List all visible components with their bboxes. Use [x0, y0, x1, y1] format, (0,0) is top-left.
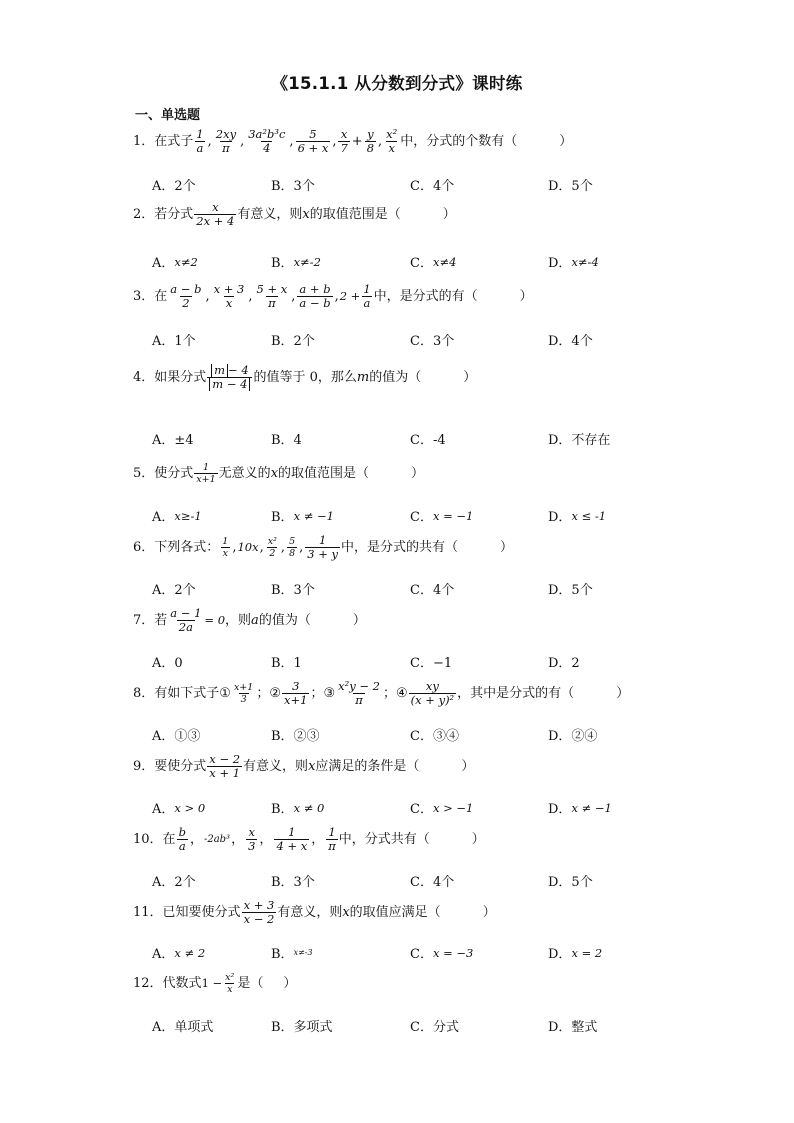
question-text: 已知要使分式 — [162, 905, 241, 920]
question-6: 6． 下列各式： $\frac{1}{x}$ , 10x , $\frac{\text{x²}}{2}$ , $\frac{5}{8}$ , $\frac{1}{3 + y}$ 中，是分式的共有（ ） — [133, 533, 514, 561]
fraction: $\frac{1}{x+1}$ — [196, 462, 216, 485]
expression: 2 + — [339, 288, 361, 303]
answer-bracket: ） — [461, 759, 475, 774]
question-11 — [133, 899, 496, 926]
variable: x — [342, 905, 350, 920]
question-text: 无意义的 — [218, 466, 271, 481]
fraction: $\frac{a - 1}{2a}$ — [170, 606, 202, 634]
option-d[interactable]: D． x ≤ -1 — [548, 508, 607, 525]
fraction: $\frac{5 + x}{\pi}$ — [256, 282, 288, 310]
question-number: 9． — [133, 759, 155, 774]
fraction: $\frac{2xy}{\pi}$ — [215, 127, 237, 155]
circled-number: ② — [269, 686, 281, 701]
question-4 — [133, 364, 476, 391]
option-a[interactable]: A．±4 — [152, 433, 194, 448]
question-text: 有意义，则 — [243, 759, 309, 774]
question-12 — [133, 972, 296, 995]
option-b[interactable]: B． x≠-2 — [271, 254, 321, 271]
question-text: 使分式 — [154, 466, 194, 481]
option-d[interactable]: D．5个 — [548, 583, 593, 598]
question-7 — [133, 607, 366, 634]
fraction: $\frac{a - b}{2}$ — [170, 282, 202, 310]
option-a[interactable]: A． x ≠ 2 — [152, 945, 206, 962]
answer-bracket: ） — [471, 832, 485, 847]
variable: m — [356, 370, 370, 385]
option-c[interactable]: C． x = −1 — [410, 508, 474, 525]
option-a[interactable]: A．①③ — [152, 729, 201, 744]
question-text: 中，分式的个数有（ — [400, 134, 518, 149]
question-text: 要使分式 — [154, 759, 207, 774]
option-a[interactable]: A．2个 — [152, 179, 196, 194]
question-number: 8． — [133, 686, 155, 701]
fraction: $\frac{1}{a}$ — [196, 127, 204, 155]
fraction: $\frac{\text{3a²b³c}}{4}$ — [248, 127, 286, 155]
option-c[interactable]: C． x = −3 — [410, 945, 474, 962]
option-d[interactable]: D．2 — [548, 656, 580, 671]
option-d[interactable]: D． x ≠ −1 — [548, 800, 612, 817]
option-c[interactable]: C．③④ — [410, 729, 459, 744]
question-text: 若 — [154, 613, 168, 628]
answer-bracket: ） — [500, 540, 514, 555]
answer-bracket: ） — [559, 134, 573, 149]
expression: 10x — [237, 539, 259, 554]
fraction: $\frac{x}{2x + 4}$ — [196, 200, 235, 228]
option-c[interactable]: C．分式 — [410, 1020, 459, 1035]
question-text: 在 — [154, 289, 168, 304]
question-3: 3． 在 $\frac{a - b}{2}$ , $\frac{x + 3}{x}$ , $\frac{5 + x}{\pi}$ , $\frac{a + b}{a - b}$ , 2 + $\frac{1}{a}$ 中，是分式的有（ ） — [133, 282, 533, 310]
option-a[interactable]: A．0 — [152, 656, 183, 671]
question-text: 的取值应满足（ — [349, 905, 441, 920]
fraction: $\frac{x + 3}{x}$ — [213, 282, 245, 310]
option-b[interactable]: B．3个 — [271, 583, 315, 598]
question-number: 10． — [133, 832, 163, 847]
fraction: $\frac{y}{8}$ — [366, 127, 375, 155]
question-text: 是（ — [237, 976, 264, 991]
option-b[interactable]: B．②③ — [271, 729, 320, 744]
variable: a — [251, 613, 259, 628]
fraction: $\frac{\text{x²y − 2}}{\pi}$ — [338, 679, 380, 707]
answer-bracket: ） — [616, 686, 630, 701]
expression: 1 − — [201, 975, 223, 990]
question-number: 3． — [133, 289, 155, 304]
fraction: $\frac{1}{a}$ — [363, 282, 371, 310]
expression: = 0 — [204, 612, 226, 627]
question-text: 如果分式 — [154, 370, 207, 385]
question-text: 有如下式子 — [154, 686, 220, 701]
option-c[interactable]: C． x≠4 — [410, 254, 457, 271]
option-d[interactable]: D． x = 2 — [548, 945, 603, 962]
fraction: $\frac{xy}{\text{(x + y)²}}$ — [410, 679, 455, 707]
option-d[interactable]: D．不存在 — [548, 433, 611, 448]
fraction: $\frac{x}{3}$ — [248, 825, 256, 853]
question-text: 应满足的条件是（ — [315, 759, 420, 774]
fraction: $\frac{1}{x}$ — [222, 536, 229, 559]
question-8: 8． 有如下式子 ① $\frac{x+1}{3}$ ； ② $\frac{3}{x+1}$ ； ③ $\frac{\text{x²y − 2}}{\pi}$ ； ④ $\frac{xy}{\text{(x + y)²}}$ ，其中是分式的有（ ） — [133, 679, 630, 707]
option-a[interactable]: A．单项式 — [152, 1020, 214, 1035]
question-9 — [133, 753, 474, 780]
option-b[interactable]: B．1 — [271, 656, 302, 671]
option-b[interactable]: B．3个 — [271, 875, 315, 890]
fraction: $\frac{m - 4}{m - 4}$ — [207, 364, 252, 391]
question-5 — [133, 462, 424, 485]
question-text: 中，是分式的共有（ — [341, 540, 459, 555]
option-c[interactable]: C．4个 — [410, 583, 455, 598]
expression: -2ab³ — [203, 833, 231, 845]
question-number: 6． — [133, 540, 155, 555]
option-a[interactable]: A．2个 — [152, 875, 196, 890]
option-a[interactable]: A． x > 0 — [152, 800, 206, 817]
fraction: $\frac{x}{7}$ — [340, 127, 348, 155]
fraction: $\frac{1}{3 + y}$ — [307, 533, 339, 561]
fraction: $\frac{\text{x²}}{x}$ — [225, 972, 235, 995]
answer-bracket: ） — [352, 613, 366, 628]
fraction: $\frac{x - 2}{x + 1}$ — [209, 752, 241, 780]
variable: x — [302, 207, 310, 222]
option-d[interactable]: D．5个 — [548, 179, 593, 194]
answer-bracket: ） — [482, 905, 496, 920]
option-d[interactable]: D．②④ — [548, 729, 598, 744]
variable: x — [308, 759, 316, 774]
question-number: 1． — [133, 134, 155, 149]
question-number: 11． — [133, 905, 163, 920]
option-c[interactable]: C．3个 — [410, 334, 455, 349]
answer-bracket: ） — [463, 370, 477, 385]
answer-bracket: ） — [283, 976, 297, 991]
option-d[interactable]: D．5个 — [548, 875, 593, 890]
question-text: 在式子 — [154, 134, 194, 149]
question-1: 1． 在式子 $\frac{1}{a}$ , $\frac{2xy}{\pi}$ , $\frac{\text{3a²b³c}}{4}$ , $\frac{5}{6 + x}$ , $\frac{x}{7}$ + $\frac{y}{8}$ , $\frac{\text{x²}}{x}$ 中，分式的个数有（ ） — [133, 127, 573, 155]
option-d[interactable]: D． x≠-4 — [548, 254, 599, 271]
section-heading: 一、单选题 — [135, 108, 201, 123]
fraction: $\frac{x + 3}{x - 2}$ — [243, 898, 275, 926]
question-text: 有意义，则 — [277, 905, 343, 920]
question-2 — [133, 201, 456, 228]
option-b[interactable]: B． x ≠ −1 — [271, 508, 334, 525]
question-text: 若分式 — [154, 207, 194, 222]
question-text: 的取值范围是（ — [278, 466, 370, 481]
option-a[interactable]: A．1个 — [152, 334, 196, 349]
fraction: $\frac{1}{4 + x}$ — [276, 825, 308, 853]
option-c[interactable]: C． x > −1 — [410, 800, 474, 817]
option-b[interactable]: B． x ≠ 0 — [271, 800, 325, 817]
page-title: 《15.1.1 从分数到分式》课时练 — [271, 74, 523, 93]
fraction: $\frac{a + b}{a - b}$ — [299, 282, 331, 310]
question-number: 12． — [133, 976, 163, 991]
option-c[interactable]: C．4个 — [410, 179, 455, 194]
option-d[interactable]: D．4个 — [548, 334, 593, 349]
question-number: 7． — [133, 613, 155, 628]
option-d[interactable]: D．整式 — [548, 1020, 598, 1035]
fraction: $\frac{1}{\pi}$ — [328, 825, 336, 853]
option-a[interactable]: A．2个 — [152, 583, 196, 598]
question-text: 的值为（ — [369, 370, 422, 385]
question-text: 中，是分式的有（ — [373, 289, 478, 304]
fraction: $\frac{\text{x²}}{x}$ — [386, 127, 398, 155]
question-number: 5． — [133, 466, 155, 481]
question-text: 代数式 — [162, 976, 202, 991]
fraction: $\frac{3}{x+1}$ — [284, 679, 308, 707]
fraction: $\frac{5}{6 + x}$ — [297, 127, 329, 155]
answer-bracket: ） — [411, 466, 425, 481]
circled-number: ① — [219, 686, 231, 701]
question-text: 的值等于 0，那么 — [253, 370, 357, 385]
question-text: ，其中是分式的有（ — [457, 686, 575, 701]
question-text: ，则 — [225, 613, 252, 628]
option-b[interactable]: B．多项式 — [271, 1020, 333, 1035]
question-number: 2． — [133, 207, 155, 222]
question-number: 4． — [133, 370, 155, 385]
question-text: 在 — [162, 832, 176, 847]
circled-number: ④ — [396, 686, 408, 701]
variable: x — [270, 466, 279, 481]
option-b[interactable]: B． x≠-3 — [271, 947, 313, 962]
question-text: 下列各式： — [154, 540, 220, 555]
option-b[interactable]: B．4 — [271, 433, 302, 448]
question-text: 中，分式共有（ — [338, 832, 430, 847]
option-a[interactable]: A． x≥-1 — [152, 508, 202, 525]
option-c[interactable]: C．4个 — [410, 875, 455, 890]
answer-bracket: ） — [442, 207, 456, 222]
answer-bracket: ） — [519, 289, 533, 304]
question-text: 有意义，则 — [237, 207, 303, 222]
question-text: 的值为（ — [258, 613, 311, 628]
question-10: 10． 在 $\frac{b}{a}$ ， -2ab³ ， $\frac{x}{3}$ ， $\frac{1}{4 + x}$ ， $\frac{1}{\pi}$ 中，分式共有（ ） — [133, 825, 485, 853]
fraction: $\frac{x+1}{3}$ — [233, 682, 254, 705]
fraction: $\frac{\text{x²}}{2}$ — [267, 536, 277, 559]
fraction: $\frac{b}{a}$ — [178, 825, 186, 853]
question-text: 的取值范围是（ — [309, 207, 401, 222]
fraction: $\frac{5}{8}$ — [289, 536, 296, 559]
option-a[interactable]: A． x≠2 — [152, 254, 198, 271]
option-c[interactable]: C．-4 — [410, 433, 446, 448]
option-b[interactable]: B．3个 — [271, 179, 315, 194]
circled-number: ③ — [323, 686, 336, 701]
option-c[interactable]: C．−1 — [410, 656, 453, 671]
option-b[interactable]: B．2个 — [271, 334, 315, 349]
